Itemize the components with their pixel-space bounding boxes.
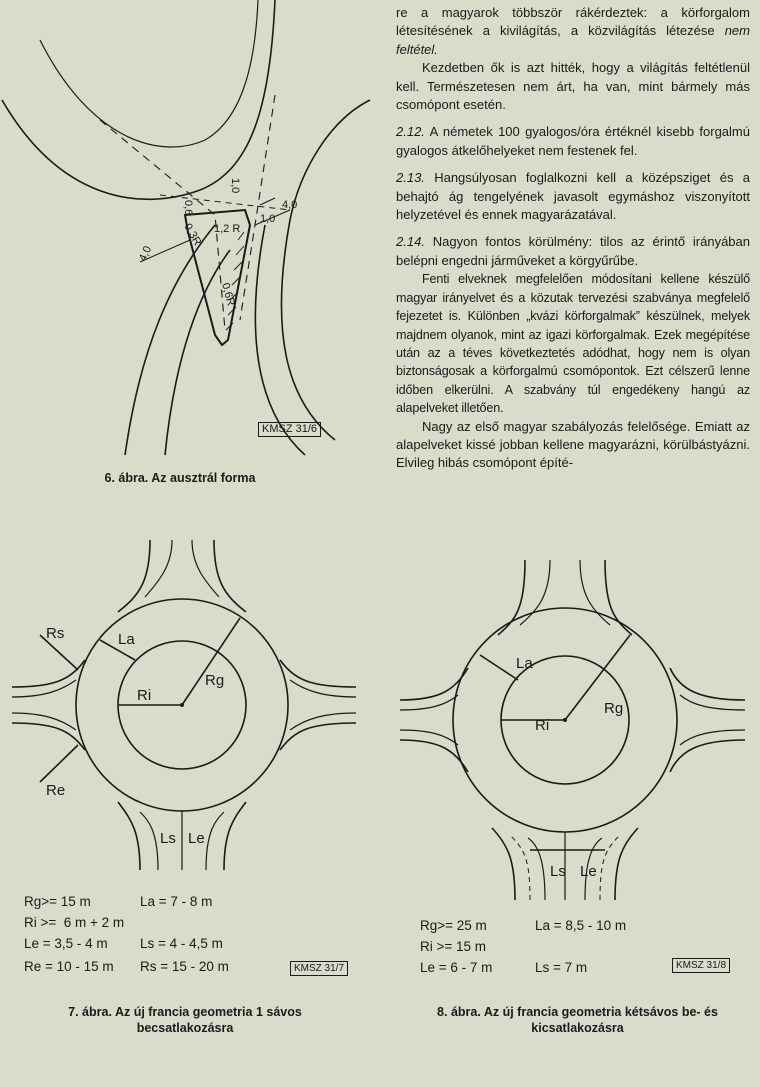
fig8-label-ri: Ri xyxy=(535,717,550,734)
paragraph-2: Kezdetben ők is azt hitték, hogy a világítás feltétlenül kell. Természetesen nem árt, ha van, mint bármely más csomópont esetén. xyxy=(396,60,750,113)
figure-6 xyxy=(0,0,380,460)
fig7-formula-le: Le = 3,5 - 4 m xyxy=(24,936,108,951)
fig7-label-le: Le xyxy=(188,830,205,847)
fig6-label-40b: 4,0 xyxy=(136,244,155,264)
fig7-label-re: Re xyxy=(46,782,66,799)
fig7-label-ri: Ri xyxy=(137,687,152,704)
fig7-formula-re: Re = 10 - 15 m xyxy=(24,959,114,974)
fig6-label-06: 0,6 xyxy=(182,200,194,216)
fig7-formula-rg: Rg>= 15 m xyxy=(24,894,91,909)
fig7-formula-la: La = 7 - 8 m xyxy=(140,894,213,909)
fig8-label-rg: Rg xyxy=(604,700,624,717)
fig7-label-ls: Ls xyxy=(160,830,176,847)
fig7-formula-rs: Rs = 15 - 20 m xyxy=(140,959,229,974)
fig6-label-10a: 1,0 xyxy=(229,178,241,194)
section-2-12: 2.12. A németek 100 gyalogos/óra értéknél kisebb forgalmú gyalogos átkelőhelyeket nem festenek fel. xyxy=(396,124,750,158)
fig8-caption: 8. ábra. Az új francia geometria kétsávos be- és kicsatlakozásra xyxy=(437,1005,718,1035)
figure-7 xyxy=(0,520,380,990)
fig6-code: KMSZ 31/6 xyxy=(258,422,321,437)
paragraph-1: re a magyarok többször rákérdeztek: a körforgalom létesítésének a kivilágítás, a közvilágítás létezése nem feltétel. xyxy=(396,5,750,57)
fig6-label-40a: 4,0 xyxy=(282,199,298,211)
figure-8 xyxy=(380,540,760,990)
fig6-label-03r: 0,3R xyxy=(181,221,204,248)
fig6-label-10b: 1,0 xyxy=(260,213,276,225)
fig8-label-le: Le xyxy=(580,863,597,880)
fig6-label-06r: 0,6R xyxy=(219,281,237,308)
fig7-label-rs: Rs xyxy=(46,625,65,642)
fig8-formula-ri: Ri >= 15 m xyxy=(420,939,487,954)
fig8-formula-ls: Ls = 7 m xyxy=(535,960,588,975)
section-2-13: 2.13. Hangsúlyosan foglalkozni kell a középsziget és a behajtó ág tengelyének javasolt egymáshoz viszonyított helyzetével és ennek magyarázatával. xyxy=(396,170,750,223)
fig7-label-la: La xyxy=(118,631,135,648)
fig8-formula-rg: Rg>= 25 m xyxy=(420,918,487,933)
fig8-formula-le: Le = 6 - 7 m xyxy=(420,960,493,975)
fig6-caption: 6. ábra. Az ausztrál forma xyxy=(104,471,256,485)
fig8-label-la: La xyxy=(516,655,533,672)
fig8-label-ls: Ls xyxy=(550,863,566,880)
text-column xyxy=(396,4,750,473)
section-2-14: 2.14. Nagyon fontos körülmény: tilos az érintő irányában belépni engedni járműveket a körgyűrűbe. xyxy=(396,234,750,268)
fig7-label-rg: Rg xyxy=(205,672,225,689)
figure-6-drawing xyxy=(0,0,380,460)
fig6-label-12r: 1,2 R xyxy=(214,223,241,235)
fig7-formula-ri: Ri >= 6 m + 2 m xyxy=(24,915,125,930)
fig7-formula-ls: Ls = 4 - 4,5 m xyxy=(140,936,223,951)
fig8-formula-la: La = 8,5 - 10 m xyxy=(535,918,627,933)
fig7-caption: 7. ábra. Az új francia geometria 1 sávos becsatlakozásra xyxy=(68,1005,302,1035)
paragraph-3: Fenti elveknek megfelelően módosítani kellene készülő magyar irányelvet és a közutak tervezési szabványa megfelelő fejezetet is. Különben „kvázi körforgalmak” készülnek, melyek majdnem olyanok, mint az igazi körforgalmak. Ezek megépítése után az a téves következtetés adódhat, hogy nem is olyan biztonságosak a körforgalmú csomópontok. Ezt célszerű lenne időben elkerülni. A szabvány túl engedékeny hangú az alapelveket illetően. xyxy=(396,272,750,416)
paragraph-4: Nagy az első magyar szabályozás felelősége. Emiatt az alapelveket kissé jobban kellene magyarázni, körülbástyázni. Elvileg hibás csomópont építé- xyxy=(396,418,750,471)
fig8-code: KMSZ 31/8 xyxy=(672,958,730,973)
fig7-code: KMSZ 31/7 xyxy=(290,961,348,976)
